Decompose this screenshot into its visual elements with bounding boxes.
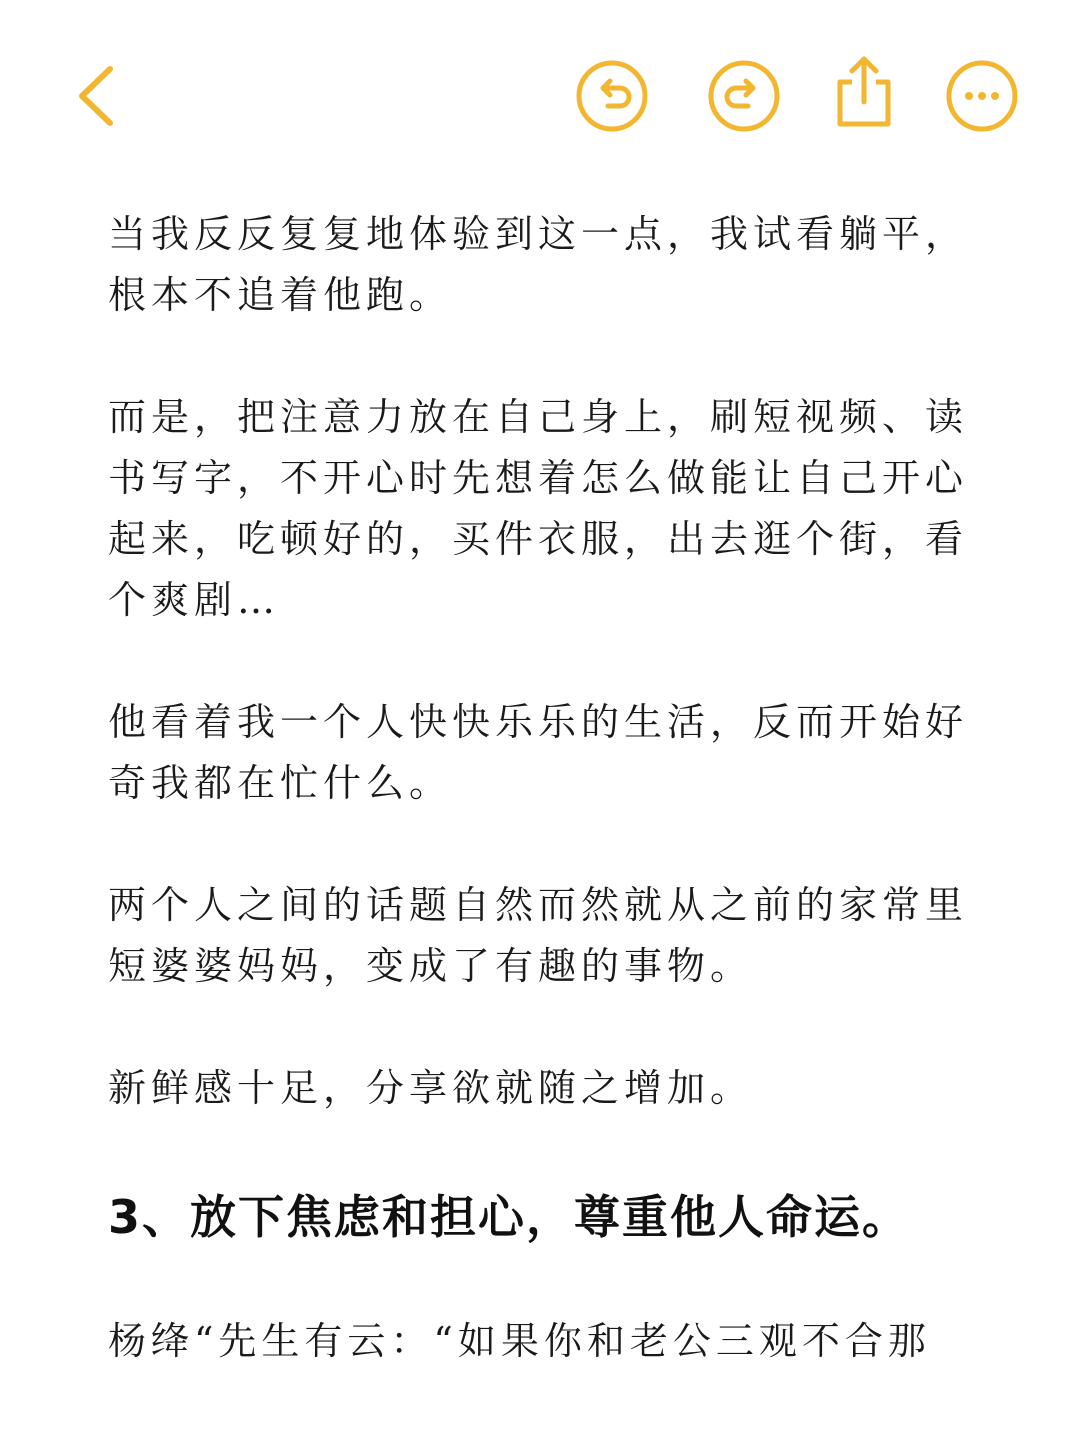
paragraph-3 <box>108 692 988 814</box>
paragraph-2 <box>108 387 988 631</box>
text-line: 两个人之间的话题自然而然就从之前的家常里 <box>108 883 969 927</box>
undo-button[interactable] <box>574 58 650 134</box>
text-line: 根本不追着他跑。 <box>108 273 453 317</box>
paragraph-1 <box>108 204 988 326</box>
text-line: 他看着我一个人快快乐乐的生活，反而开始好 <box>108 700 969 744</box>
text-line: 新鲜感十足，分享欲就随之增加。 <box>108 1066 754 1110</box>
text-line: 起来，吃顿好的，买件衣服，出去逛个街，看 <box>108 517 969 561</box>
text-line: 个爽剧… <box>108 578 281 622</box>
redo-icon <box>706 58 782 134</box>
text-line: 当我反反复复地体验到这一点，我试看躺平， <box>108 212 969 256</box>
paragraph-6 <box>108 1311 988 1372</box>
note-body[interactable] <box>108 200 988 1372</box>
text-line: 奇我都在忙什么。 <box>108 761 453 805</box>
paragraph-5 <box>108 1058 988 1119</box>
share-icon <box>828 52 900 132</box>
back-button[interactable] <box>56 56 136 136</box>
text-line: 而是，把注意力放在自己身上，刷短视频、读 <box>108 395 969 439</box>
more-button[interactable] <box>944 58 1020 134</box>
toolbar <box>0 0 1080 190</box>
text-line: 杨绛“先生有云：“如果你和老公三观不合那 <box>108 1319 931 1363</box>
paragraph-4 <box>108 875 988 997</box>
more-icon <box>944 58 1020 134</box>
undo-icon <box>574 58 650 134</box>
text-line: 书写字，不开心时先想着怎么做能让自己开心 <box>108 456 969 500</box>
chevron-left-icon <box>66 61 126 131</box>
text-line: 短婆婆妈妈，变成了有趣的事物。 <box>108 944 754 988</box>
section-heading: 3、放下焦虑和担心，尊重他人命运。 <box>108 1190 911 1244</box>
redo-button[interactable] <box>706 58 782 134</box>
share-button[interactable] <box>828 52 900 132</box>
